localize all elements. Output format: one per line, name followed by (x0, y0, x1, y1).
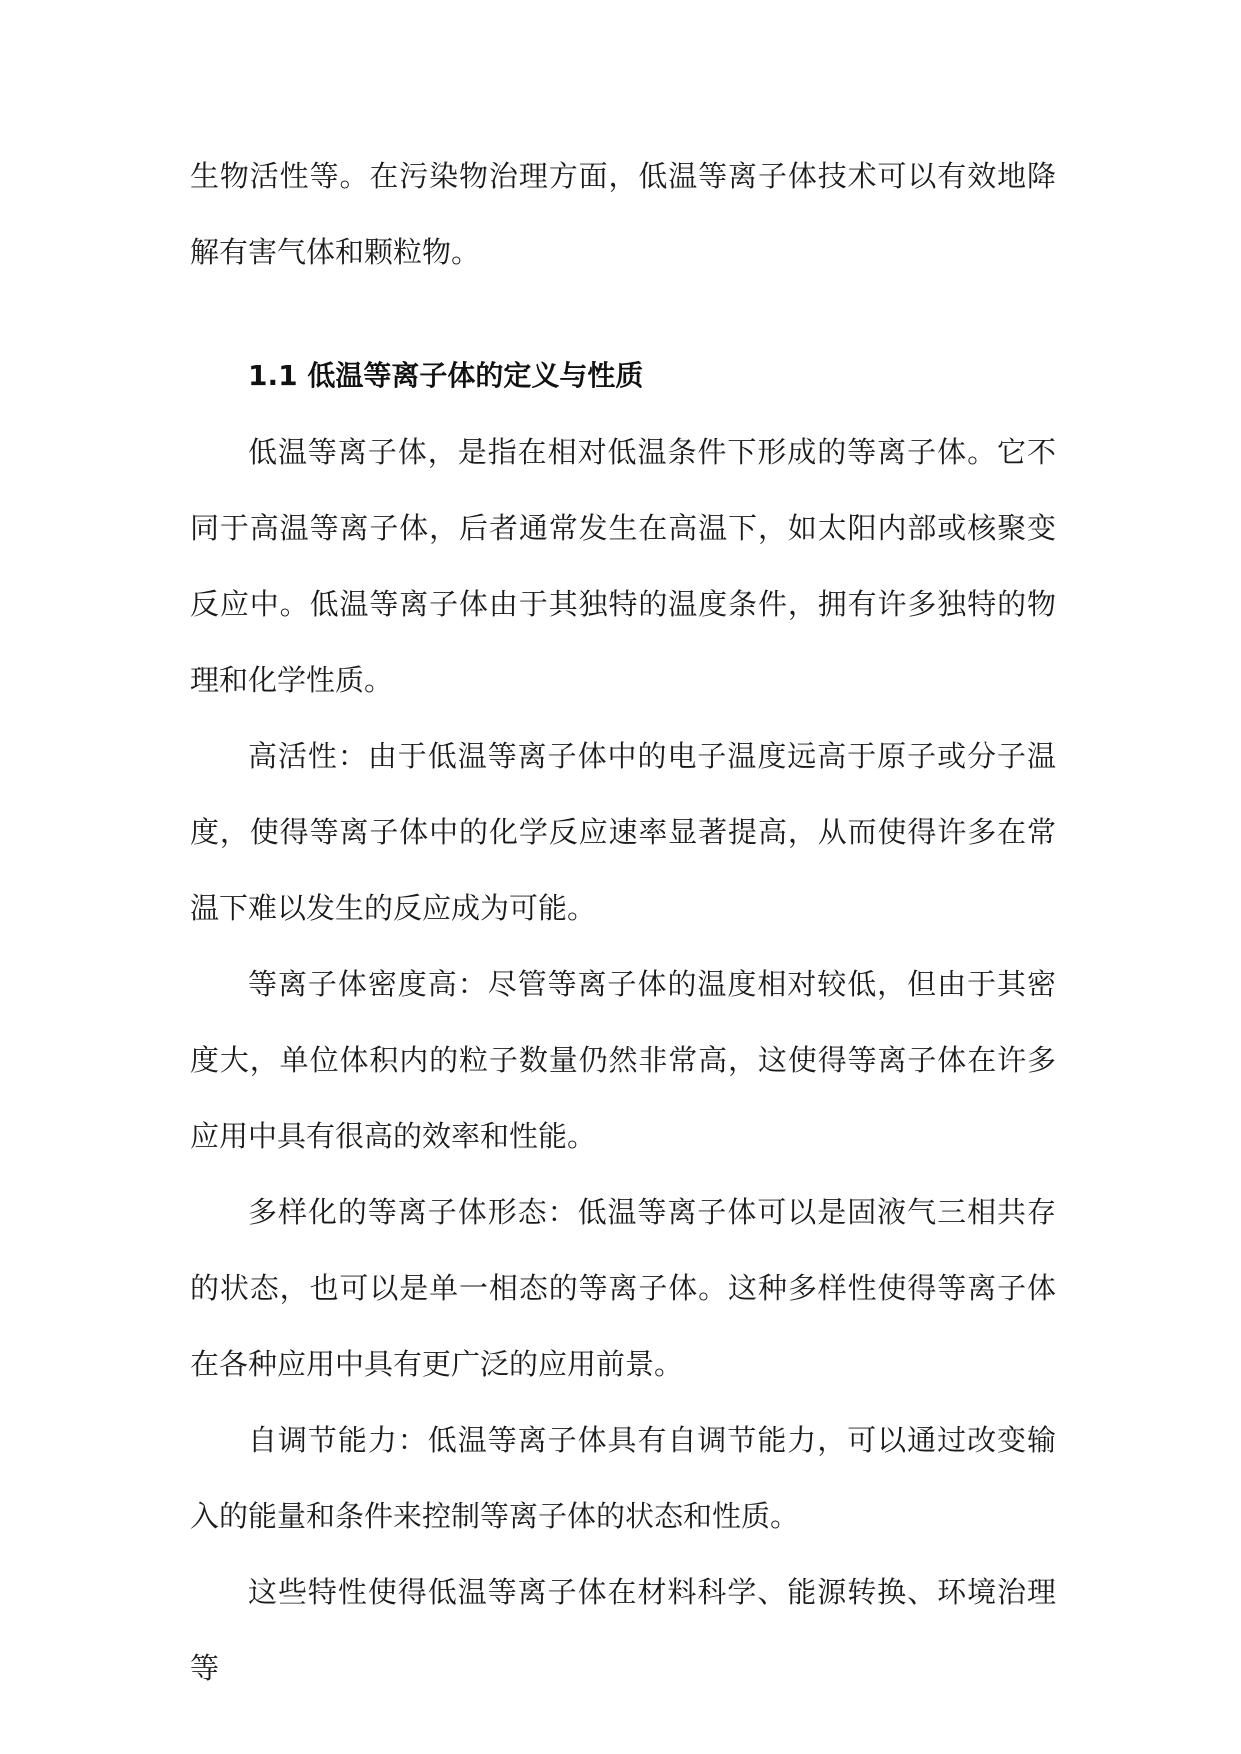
paragraph-continued: 生物活性等。在污染物治理方面，低温等离子体技术可以有效地降解有害气体和颗粒物。 (190, 159, 1056, 269)
paragraph-self-regulation: 自调节能力：低温等离子体具有自调节能力，可以通过改变输入的能量和条件来控制等离子体的状态和性质。 (190, 1423, 1056, 1533)
paragraph-high-density: 等离子体密度高：尽管等离子体的温度相对较低，但由于其密度大，单位体积内的粒子数量仍然非常高，这使得等离子体在许多应用中具有很高的效率和性能。 (190, 967, 1056, 1153)
text-column (190, 138, 1056, 1706)
section-number: 1.1 (248, 359, 298, 392)
section-heading (190, 338, 1056, 414)
paragraph-high-activity: 高活性：由于低温等离子体中的电子温度远高于原子或分子温度，使得等离子体中的化学反应速率显著提高，从而使得许多在常温下难以发生的反应成为可能。 (190, 739, 1056, 925)
paragraph-definition: 低温等离子体，是指在相对低温条件下形成的等离子体。它不同于高温等离子体，后者通常发生在高温下，如太阳内部或核聚变反应中。低温等离子体由于其独特的温度条件，拥有许多独特的物理和化学性质。 (190, 435, 1056, 697)
paragraph-summary: 这些特性使得低温等离子体在材料科学、能源转换、环境治理等 (190, 1575, 1056, 1685)
paragraph-diverse-forms: 多样化的等离子体形态：低温等离子体可以是固液气三相共存的状态，也可以是单一相态的等离子体。这种多样性使得等离子体在各种应用中具有更广泛的应用前景。 (190, 1195, 1056, 1381)
section-title: 低温等离子体的定义与性质 (307, 359, 644, 392)
